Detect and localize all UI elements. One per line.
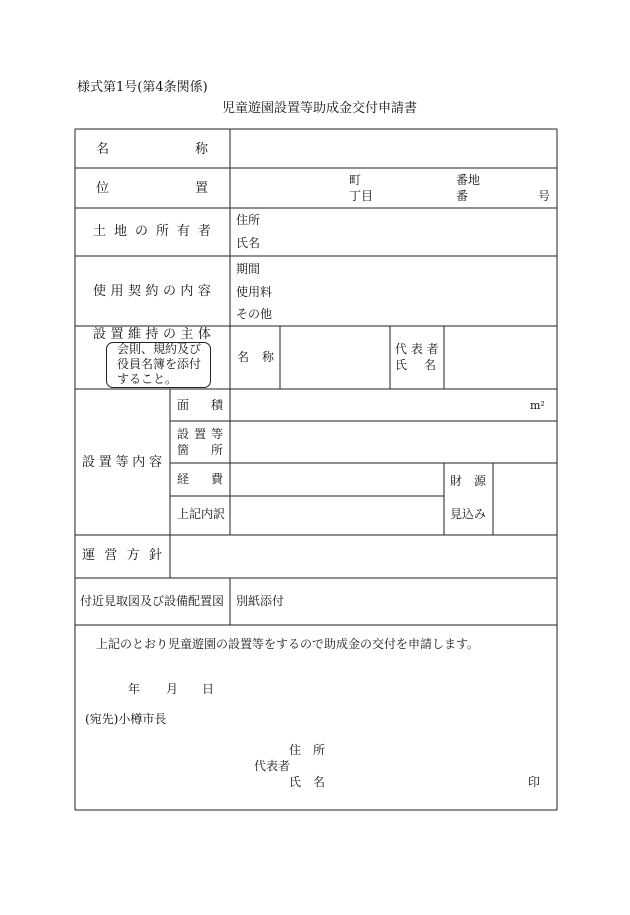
declaration-statement: 上記のとおり児童遊園の設置等をするので助成金の交付を申請します。 [96, 637, 480, 651]
site-map-value: 別紙添付 [236, 594, 285, 608]
label-maintainer: 設 置 維 持 の 主 体 [93, 327, 211, 342]
maintainer-name-label: 名 称 [237, 350, 274, 364]
contract-period-label: 期間 [236, 262, 261, 276]
label-site-map: 付近見取図及び設備配置図 [80, 594, 225, 608]
date-day: 日 [202, 682, 215, 696]
funding-label: 財 源 [450, 474, 486, 488]
applicant-representative-label: 代表者 [254, 759, 291, 773]
representative-name-label: 氏 名 [395, 358, 436, 372]
date-year: 年 [128, 682, 141, 696]
area-unit: m² [530, 399, 545, 412]
seal-mark: 印 [528, 775, 541, 789]
form-number: 様式第1号(第4条関係) [77, 80, 208, 95]
attachment-note-line-2: 役員名簿を添付 [117, 357, 202, 371]
addressee: (宛先)小樽市長 [85, 712, 167, 726]
landowner-name-label: 氏名 [236, 236, 261, 250]
breakdown-label: 上記内訳 [177, 507, 226, 521]
date-month: 月 [166, 682, 179, 696]
label-landowner: 土 地 の 所 有 者 [93, 224, 211, 239]
label-setup-details: 設 置 等 内 容 [82, 455, 162, 470]
landowner-address-label: 住所 [236, 213, 261, 227]
location-banchi: 番地 [456, 173, 481, 187]
location-town: 町 [349, 173, 362, 187]
label-usage-contract: 使 用 契 約 の 内 容 [93, 284, 211, 299]
contract-other-label: その他 [236, 307, 273, 321]
location-ban: 番 [456, 189, 469, 203]
label-name: 名 称 [96, 142, 208, 157]
cost-label: 経 費 [177, 472, 223, 486]
applicant-address-label: 住 所 [289, 743, 326, 757]
applicant-name-label: 氏 名 [289, 775, 326, 789]
label-location: 位 置 [96, 181, 208, 196]
label-operating-policy: 運 営 方 針 [82, 548, 162, 563]
contract-fee-label: 使用料 [236, 285, 273, 299]
location-chome: 丁目 [349, 189, 374, 203]
attachment-note-line-3: すること。 [117, 372, 178, 386]
location-go: 号 [538, 189, 551, 203]
attachment-note-line-1: 会則、規約及び [117, 342, 202, 356]
representative-label: 代 表 者 [395, 342, 439, 356]
funding-estimate-label: 見込み [450, 507, 487, 521]
form-title: 児童遊園設置等助成金交付申請書 [222, 101, 418, 116]
area-label: 面 積 [177, 398, 223, 412]
place-label-line-1: 設 置 等 [177, 427, 223, 441]
place-label-line-2: 箇 所 [177, 443, 223, 457]
